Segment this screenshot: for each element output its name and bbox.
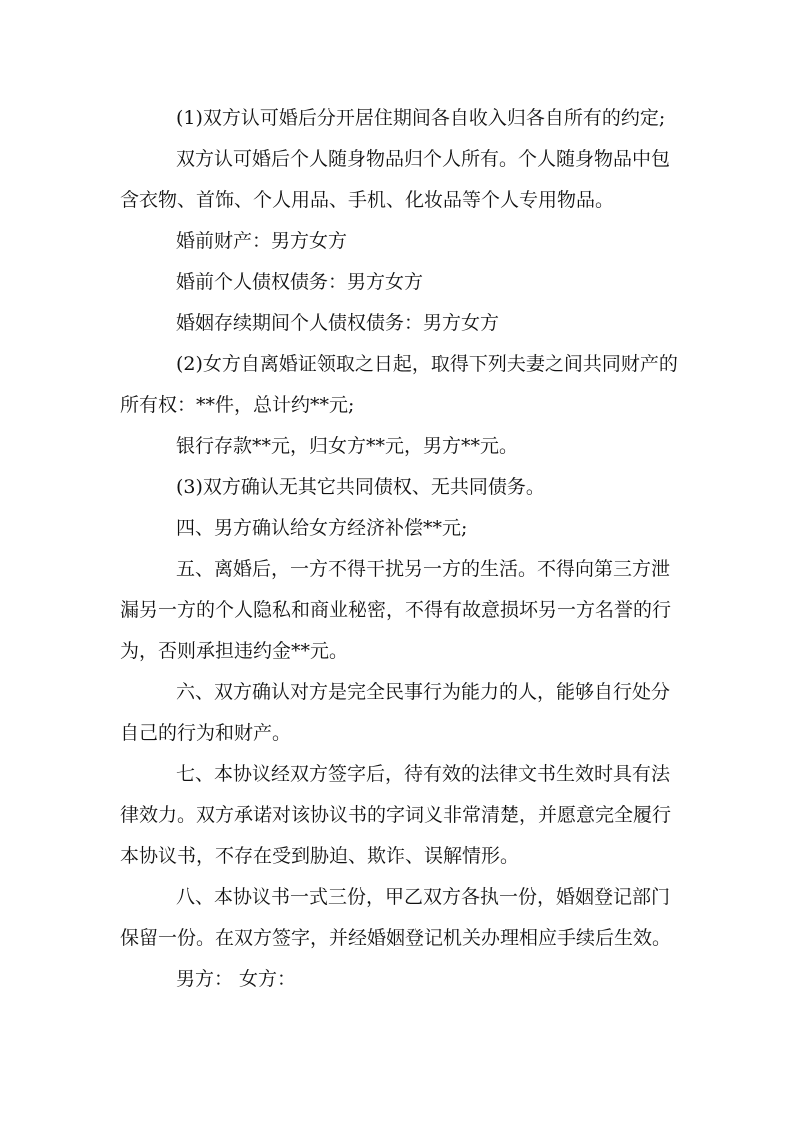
- paragraph-premarital-debts: 婚前个人债权债务：男方女方: [176, 271, 424, 293]
- paragraph-premarital-property: 婚前财产：男方女方: [176, 230, 348, 252]
- paragraph-no-common-debt: (3)双方确认无其它共同债权、无共同债务。: [176, 476, 545, 498]
- section-five-privacy: 五、离婚后，一方不得干扰另一方的生活。不得向第三方泄漏另一方的个人隐私和商业秘密，不得有故意损坏另一方名誉的行为，否则承担违约金**元。: [120, 558, 672, 662]
- section-seven-effectiveness: 七、本协议经双方签字后，待有效的法律文书生效时具有法律效力。双方承诺对该协议书的字词义非常清楚，并愿意完全履行本协议书，不存在受到胁迫、欺诈、误解情形。: [120, 763, 672, 867]
- paragraph-marital-debts: 婚姻存续期间个人债权债务：男方女方: [176, 312, 500, 334]
- paragraph-income-agreement: (1)双方认可婚后分开居住期间各自收入归各自所有的约定;: [176, 107, 666, 129]
- section-four-compensation: 四、男方确认给女方经济补偿**元;: [176, 517, 468, 539]
- paragraph-bank-deposit: 银行存款**元，归女方**元，男方**元。: [176, 435, 519, 457]
- paragraph-property-ownership: (2)女方自离婚证领取之日起，取得下列夫妻之间共同财产的所有权：**件，总计约**元;: [120, 353, 678, 416]
- section-six-capacity: 六、双方确认对方是完全民事行为能力的人，能够自行处分自己的行为和财产。: [120, 681, 671, 744]
- paragraph-personal-belongings: 双方认可婚后个人随身物品归个人所有。个人随身物品中包含衣物、首饰、个人用品、手机、化妆品等个人专用物品。: [120, 148, 671, 211]
- agreement-text: [120, 98, 680, 1000]
- signature-line: 男方： 女方：: [176, 968, 297, 990]
- section-eight-copies: 八、本协议书一式三份，甲乙双方各执一份，婚姻登记部门保留一份。在双方签字，并经婚姻登记机关办理相应手续后生效。: [120, 886, 672, 949]
